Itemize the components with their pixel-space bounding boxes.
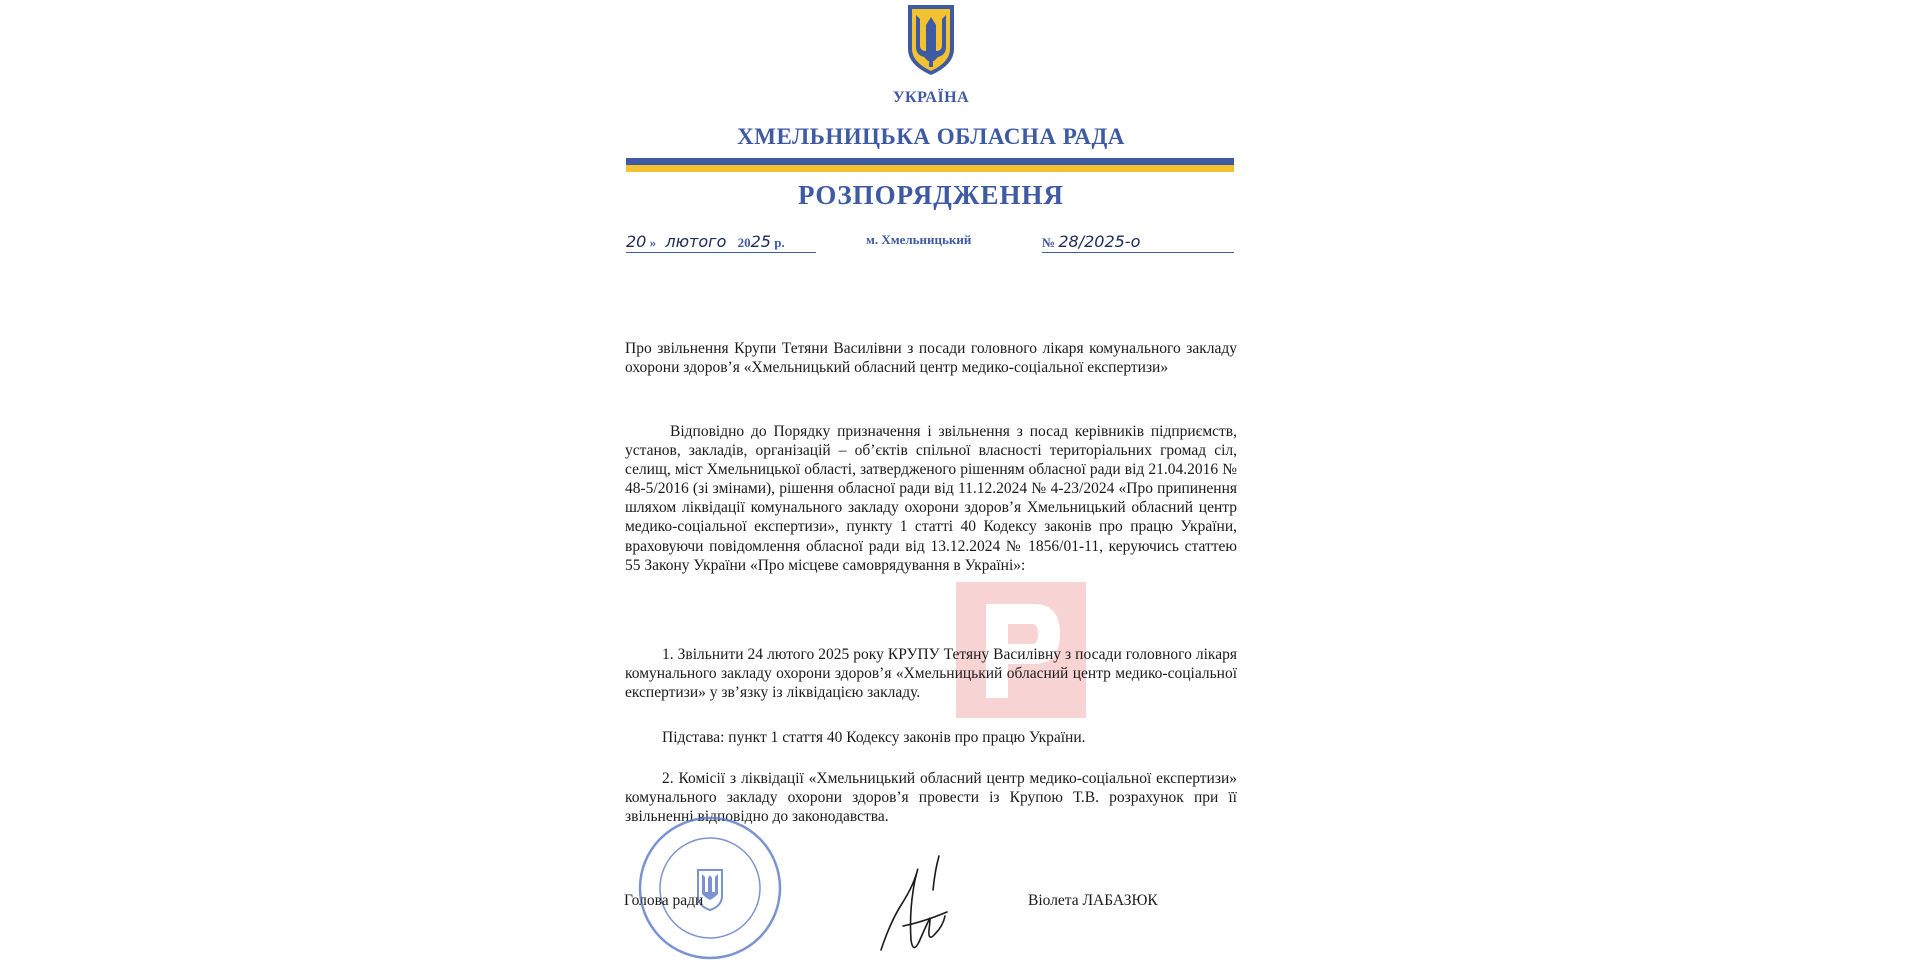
flag-band-blue	[626, 158, 1234, 165]
document-type-title: РОЗПОРЯДЖЕННЯ	[797, 180, 1065, 210]
official-stamp-icon	[636, 814, 784, 960]
preamble-text: Відповідно до Порядку призначення і звільнення з посад керівників підприємств, установ, закладів, організацій – об’єктів спільної власності територіальних громад сіл, селищ, міст Хмельницької області, затвердженого рішенням обласної ради від 21.04.2016 № 48-5/2016 (зі змінами), рішення обласної ради від 11.12.2024 № 4-23/2024 «Про припинення шляхом ліквідації комунального закладу охорони здоров’я Хмельницький обласний центр медико-соціальної експертизи», пункту 1 статті 40 Кодексу законів про працю України, враховуючи повідомлення обласної ради від 13.12.2024 № 1856/01-11, керуючись статтею 55 Закону України «Про місцеве самоврядування в Україні»:	[625, 423, 1237, 574]
flag-band-yellow	[626, 165, 1234, 172]
number-field	[1042, 232, 1234, 253]
trident-emblem-icon	[904, 3, 958, 77]
subject-text: Про звільнення Крупи Тетяни Василівни з посади головного лікаря комунального закладу охорони здоров’я «Хмельницький обласний центр медико-соціальної експертизи»	[625, 340, 1237, 376]
date-year-suffix: 25	[750, 232, 771, 251]
signer-title: Голова ради	[624, 892, 704, 909]
date-year-unit: р.	[774, 235, 785, 250]
country-label: УКРАЇНА	[892, 89, 970, 106]
date-field: 20 » лютого 2025 р.	[626, 232, 816, 253]
handwritten-signature-icon	[873, 850, 983, 960]
document-number: 28/2025-о	[1058, 232, 1141, 251]
order-item-1: 1. Звільнити 24 лютого 2025 року КРУПУ Тетяну Василівну з посади головного лікаря комунального закладу охорони здоров’я «Хмельницький обласний центр медико-соціальної експертизи» у зв’язку із ліквідацією закладу.	[625, 646, 1237, 702]
date-day: 20	[626, 232, 647, 251]
document-page	[576, 0, 1276, 960]
basis-text: Підстава: пункт 1 стаття 40 Кодексу законів про працю України.	[662, 729, 1086, 746]
signer-name: Віолета ЛАБАЗЮК	[1028, 892, 1158, 909]
council-name: ХМЕЛЬНИЦЬКА ОБЛАСНА РАДА	[737, 124, 1125, 149]
date-year-prefix: 20	[737, 235, 751, 250]
order-item-2: 2. Комісії з ліквідації «Хмельницький обласний центр медико-соціальної експертизи» комунального закладу охорони здоров’я провести із Крупою Т.В. розрахунок при її звільненні відповідно до законодавства.	[625, 770, 1237, 826]
number-prefix: №	[1042, 235, 1056, 250]
city-label: м. Хмельницький	[866, 232, 972, 247]
date-month: лютого	[665, 232, 727, 251]
